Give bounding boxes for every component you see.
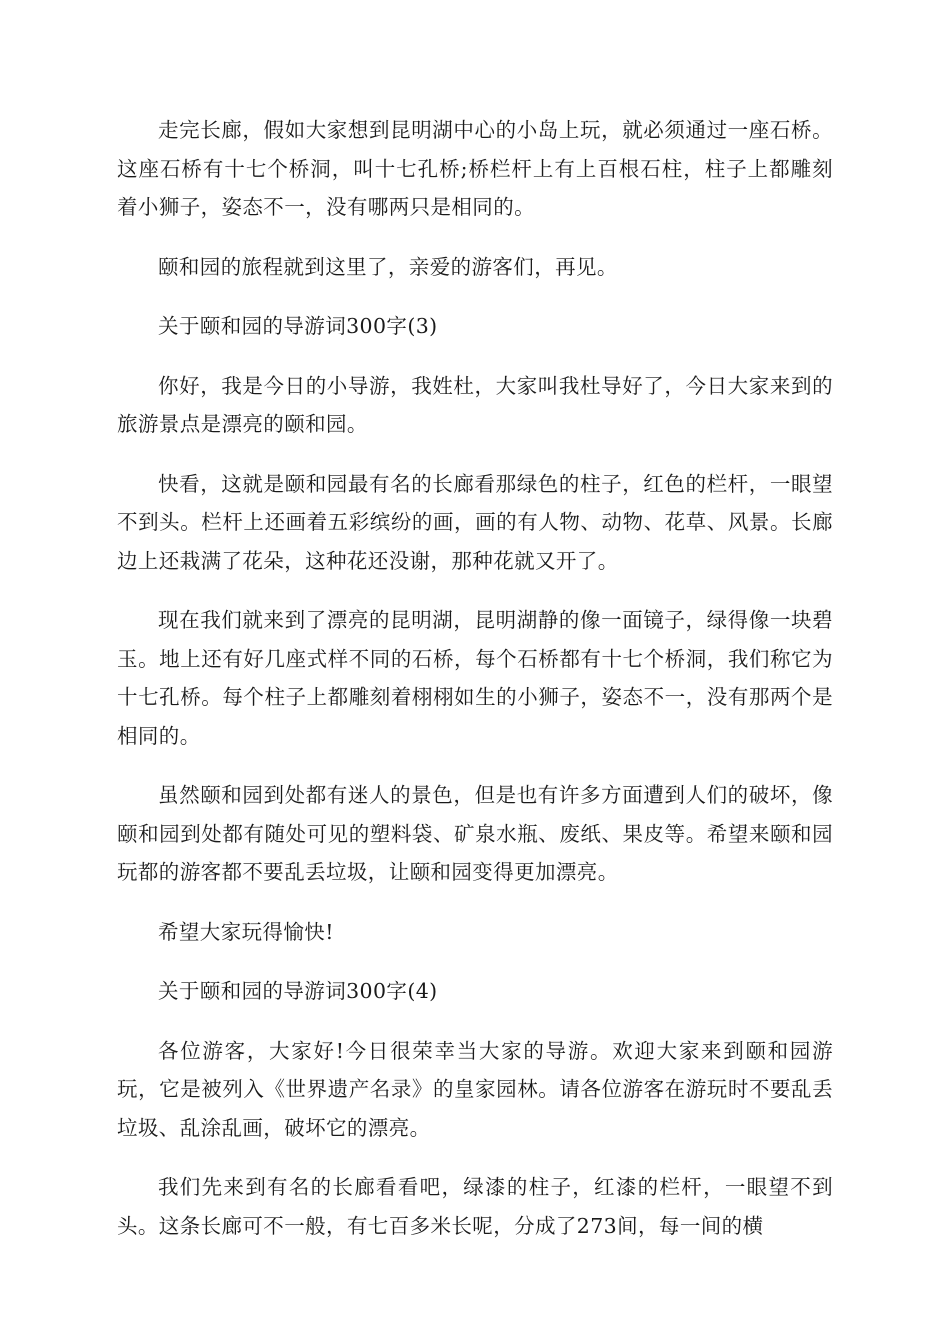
paragraph-kunming-lake: 现在我们就来到了漂亮的昆明湖，昆明湖静的像一面镜子，绿得像一块碧玉。地上还有好几座式样不同的石桥，每个石桥都有十七个桥洞，我们称它为十七孔桥。每个柱子上都雕刻着栩栩如生的小狮子，姿态不一，没有那两个是相同的。 (117, 608, 833, 748)
paragraph-farewell: 颐和园的旅程就到这里了，亲爱的游客们，再见。 (158, 254, 618, 279)
document-body (117, 111, 833, 1266)
paragraph-intro-guide-du: 你好，我是今日的小导游，我姓杜，大家叫我杜导好了，今日大家来到的旅游景点是漂亮的颐和园。 (117, 373, 833, 436)
paragraph-long-corridor: 快看，这就是颐和园最有名的长廊看那绿色的柱子，红色的栏杆，一眼望不到头。栏杆上还画着五彩缤纷的画，画的有人物、动物、花草、风景。长廊边上还栽满了花朵，这种花还没谢，那种花就又开了。 (117, 471, 833, 573)
paragraph-stone-bridge: 走完长廊，假如大家想到昆明湖中心的小岛上玩，就必须通过一座石桥。这座石桥有十七个桥洞，叫十七孔桥;桥栏杆上有上百根石柱，柱子上都雕刻着小狮子，姿态不一，没有哪两只是相同的。 (117, 118, 833, 219)
paragraph-corridor-273: 我们先来到有名的长廊看看吧，绿漆的柱子，红漆的栏杆，一眼望不到头。这条长廊可不一般，有七百多米长呢，分成了273间，每一间的横 (117, 1175, 833, 1238)
paragraph-have-fun: 希望大家玩得愉快! (158, 919, 334, 944)
section-heading-4: 关于颐和园的导游词300字(4) (158, 979, 438, 1003)
paragraph-litter-appeal: 虽然颐和园到处都有迷人的景色，但是也有许多方面遭到人们的破坏，像颐和园到处都有随处可见的塑料袋、矿泉水瓶、废纸、果皮等。希望来颐和园玩都的游客都不要乱丢垃圾，让颐和园变得更加漂亮。 (117, 783, 833, 884)
paragraph-welcome: 各位游客，大家好!今日很荣幸当大家的导游。欢迎大家来到颐和园游玩，它是被列入《世界遗产名录》的皇家园林。请各位游客在游玩时不要乱丢垃圾、乱涂乱画，破坏它的漂亮。 (117, 1038, 833, 1140)
section-heading-3: 关于颐和园的导游词300字(3) (158, 314, 438, 338)
